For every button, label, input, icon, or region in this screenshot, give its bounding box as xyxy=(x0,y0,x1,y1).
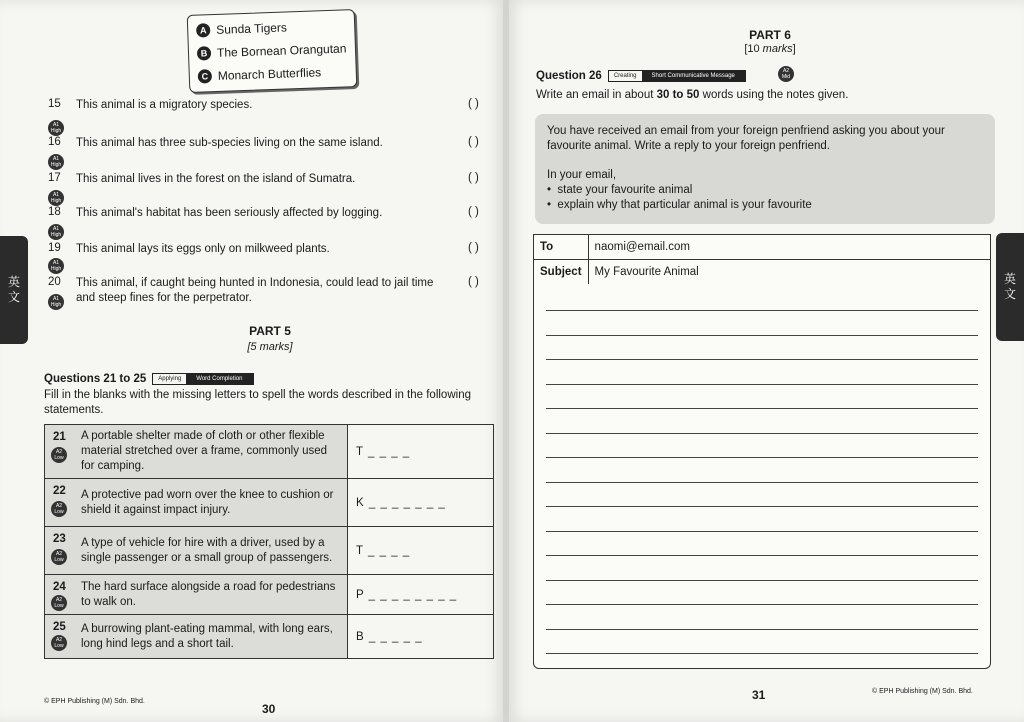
question-number: 19 xyxy=(48,242,61,254)
part6-instruction xyxy=(536,88,996,103)
question-text: This animal, if caught being hunted in Indonesia, could lead to jail time and steep fines for the perpetrator. xyxy=(76,277,434,304)
answer-parentheses[interactable]: ( ) xyxy=(468,206,479,218)
level-badge-icon xyxy=(778,66,794,82)
level-badge-text: A2 Low xyxy=(54,503,64,515)
table-row xyxy=(45,575,494,615)
answer-parentheses[interactable]: ( ) xyxy=(468,98,479,110)
question-text: This animal is a migratory species. xyxy=(76,99,253,111)
option-letter: A xyxy=(196,23,210,37)
question-text: This animal has three sub-species living on the same island. xyxy=(76,137,383,149)
in-your-email-label: In your email, xyxy=(547,169,617,181)
option-a xyxy=(196,20,287,37)
part6-marks xyxy=(720,43,820,55)
level-badge-text: A2 Low xyxy=(54,597,64,609)
part6-title: PART 6 xyxy=(749,28,791,42)
level-badge-text: A2 Low xyxy=(54,449,64,461)
level-badge-icon xyxy=(48,294,64,310)
row-number: 21 xyxy=(53,431,66,443)
option-c xyxy=(198,65,322,83)
side-tab-left xyxy=(0,236,28,344)
table-row xyxy=(45,479,494,527)
level-badge-text: A2 Low xyxy=(54,637,64,649)
part5-instruction: Fill in the blanks with the missing letters to spell the words described in the following statements. xyxy=(44,389,471,416)
answer-parentheses[interactable]: ( ) xyxy=(468,276,479,288)
skill-pill xyxy=(152,373,253,385)
option-letter: C xyxy=(198,69,212,83)
skill-pill-left: Applying xyxy=(158,376,182,382)
question-number: 17 xyxy=(48,172,61,184)
question-text: This animal lives in the forest on the island of Sumatra. xyxy=(76,173,356,185)
skill-pill-right: Word Completion xyxy=(186,374,252,384)
level-badge-icon xyxy=(51,501,67,517)
part6-marks-prefix: [10 xyxy=(744,43,763,55)
email-to-row xyxy=(534,235,991,260)
answer-blank[interactable]: T _ _ _ _ xyxy=(348,527,494,575)
level-badge-text: A1 High xyxy=(50,156,62,168)
writing-line xyxy=(546,482,978,483)
row-number: 25 xyxy=(53,621,66,633)
row-description xyxy=(45,615,348,659)
level-badge-icon xyxy=(48,120,64,136)
side-tab-label: 英 文 xyxy=(7,275,20,304)
answer-parentheses[interactable]: ( ) xyxy=(468,172,479,184)
part5-title: PART 5 xyxy=(249,324,291,338)
level-badge-text: A2 Mid xyxy=(781,68,791,80)
answer-parentheses[interactable]: ( ) xyxy=(468,136,479,148)
question-text: This animal lays its eggs only on milkweed plants. xyxy=(76,243,330,255)
table-row xyxy=(45,425,494,479)
writing-line xyxy=(546,359,978,360)
question-text: This animal's habitat has been seriously affected by logging. xyxy=(76,207,383,219)
option-name: The Bornean Orangutan xyxy=(216,41,347,60)
book-gutter xyxy=(503,0,509,722)
page-number-right: 31 xyxy=(752,688,766,702)
to-value: naomi@email.com xyxy=(588,235,990,260)
row-number: 22 xyxy=(53,485,66,497)
word-completion-table xyxy=(44,424,494,659)
level-badge-icon xyxy=(48,224,64,240)
writing-line xyxy=(546,506,978,507)
part5-heading xyxy=(44,373,254,385)
part6-heading-text: Question 26 xyxy=(536,70,602,82)
part5-heading-text: Questions 21 to 25 xyxy=(44,373,147,385)
instruction-word-count: 30 to 50 xyxy=(656,89,700,101)
question-number: 16 xyxy=(48,136,61,148)
bullet-1: • state your favourite animal xyxy=(547,184,693,196)
skill-pill-left: Creating xyxy=(613,73,637,79)
email-header-table xyxy=(533,234,991,285)
writing-line xyxy=(546,457,978,458)
skill-pill xyxy=(608,70,746,82)
subject-label: Subject xyxy=(534,260,589,285)
option-name: Sunda Tigers xyxy=(215,20,288,37)
skill-pill-right: Short Communicative Message xyxy=(642,71,745,81)
part5-marks: [5 marks] xyxy=(247,341,293,353)
row-text: The hard surface alongside a road for pedestrians to walk on. xyxy=(81,580,336,608)
subject-value: My Favourite Animal xyxy=(588,260,990,285)
writing-line xyxy=(546,604,978,605)
table-row xyxy=(45,527,494,575)
row-text: A protective pad worn over the knee to cushion or shield it against impact injury. xyxy=(81,488,334,516)
bullet-2: • explain why that particular animal is your favourite xyxy=(547,199,812,211)
row-text: A burrowing plant-eating mammal, with long ears, long hind legs and a short tail. xyxy=(81,622,333,650)
row-number: 23 xyxy=(53,533,66,545)
question-number: 18 xyxy=(48,206,61,218)
option-name: Monarch Butterflies xyxy=(217,65,322,83)
level-badge-text: A1 High xyxy=(50,226,62,238)
level-badge-text: A1 High xyxy=(50,296,62,308)
scenario-box xyxy=(535,114,995,224)
row-text: A portable shelter made of cloth or other flexible material stretched over a frame, commonly used for camping. xyxy=(81,430,328,472)
level-badge-icon xyxy=(51,595,67,611)
row-number: 24 xyxy=(53,581,66,593)
writing-line xyxy=(546,653,978,654)
level-badge-text: A1 High xyxy=(50,122,62,134)
email-subject-row xyxy=(534,260,991,285)
bullet-text: explain why that particular animal is your favourite xyxy=(557,199,812,211)
writing-line xyxy=(546,335,978,336)
page-number-left: 30 xyxy=(262,702,276,716)
level-badge-icon xyxy=(48,190,64,206)
question-number: 15 xyxy=(48,98,61,110)
writing-line xyxy=(546,408,978,409)
footer-copyright-left: © EPH Publishing (M) Sdn. Bhd. xyxy=(44,698,145,705)
option-letter: B xyxy=(197,46,211,60)
writing-line xyxy=(546,310,978,311)
row-description xyxy=(45,479,348,527)
answer-blank[interactable]: B _ _ _ _ _ xyxy=(348,615,494,659)
level-badge-icon xyxy=(48,154,64,170)
question-number: 20 xyxy=(48,276,61,288)
table-row xyxy=(45,615,494,659)
level-badge-icon xyxy=(51,447,67,463)
row-text: A type of vehicle for hire with a driver, used by a single passenger or a small group of passengers. xyxy=(81,536,333,564)
level-badge-icon xyxy=(48,258,64,274)
instruction-post: words using the notes given. xyxy=(699,89,849,101)
level-badge-text: A1 High xyxy=(50,260,62,272)
writing-line xyxy=(546,433,978,434)
to-label: To xyxy=(534,235,589,260)
answer-options-box xyxy=(187,9,358,93)
part6-heading xyxy=(536,70,746,82)
row-description xyxy=(45,575,348,615)
writing-line xyxy=(546,580,978,581)
answer-blank[interactable]: T _ _ _ _ xyxy=(348,425,494,479)
side-tab-label: 英 文 xyxy=(1003,272,1016,301)
option-b xyxy=(197,41,347,60)
writing-line xyxy=(546,629,978,630)
scenario-text: You have received an email from your foreign penfriend asking you about your favourite animal. Write a reply to your foreign penfriend. xyxy=(547,125,945,152)
instruction-pre: Write an email in about xyxy=(536,89,657,101)
part6-marks-suffix: ] xyxy=(792,43,796,55)
bullet-text: state your favourite animal xyxy=(557,184,693,196)
level-badge-text: A1 High xyxy=(50,192,62,204)
email-writing-area[interactable] xyxy=(533,284,991,669)
row-description xyxy=(45,527,348,575)
answer-blank[interactable]: P _ _ _ _ _ _ _ _ xyxy=(348,575,494,615)
footer-copyright-right: © EPH Publishing (M) Sdn. Bhd. xyxy=(872,688,973,695)
part6-marks-word: marks xyxy=(762,43,793,55)
writing-line xyxy=(546,384,978,385)
answer-blank[interactable]: K _ _ _ _ _ _ _ xyxy=(348,479,494,527)
level-badge-text: A2 Low xyxy=(54,551,64,563)
level-badge-icon xyxy=(51,549,67,565)
writing-line xyxy=(546,555,978,556)
level-badge-icon xyxy=(51,635,67,651)
side-tab-right xyxy=(996,233,1024,341)
answer-parentheses[interactable]: ( ) xyxy=(468,242,479,254)
row-description xyxy=(45,425,348,479)
writing-line xyxy=(546,531,978,532)
